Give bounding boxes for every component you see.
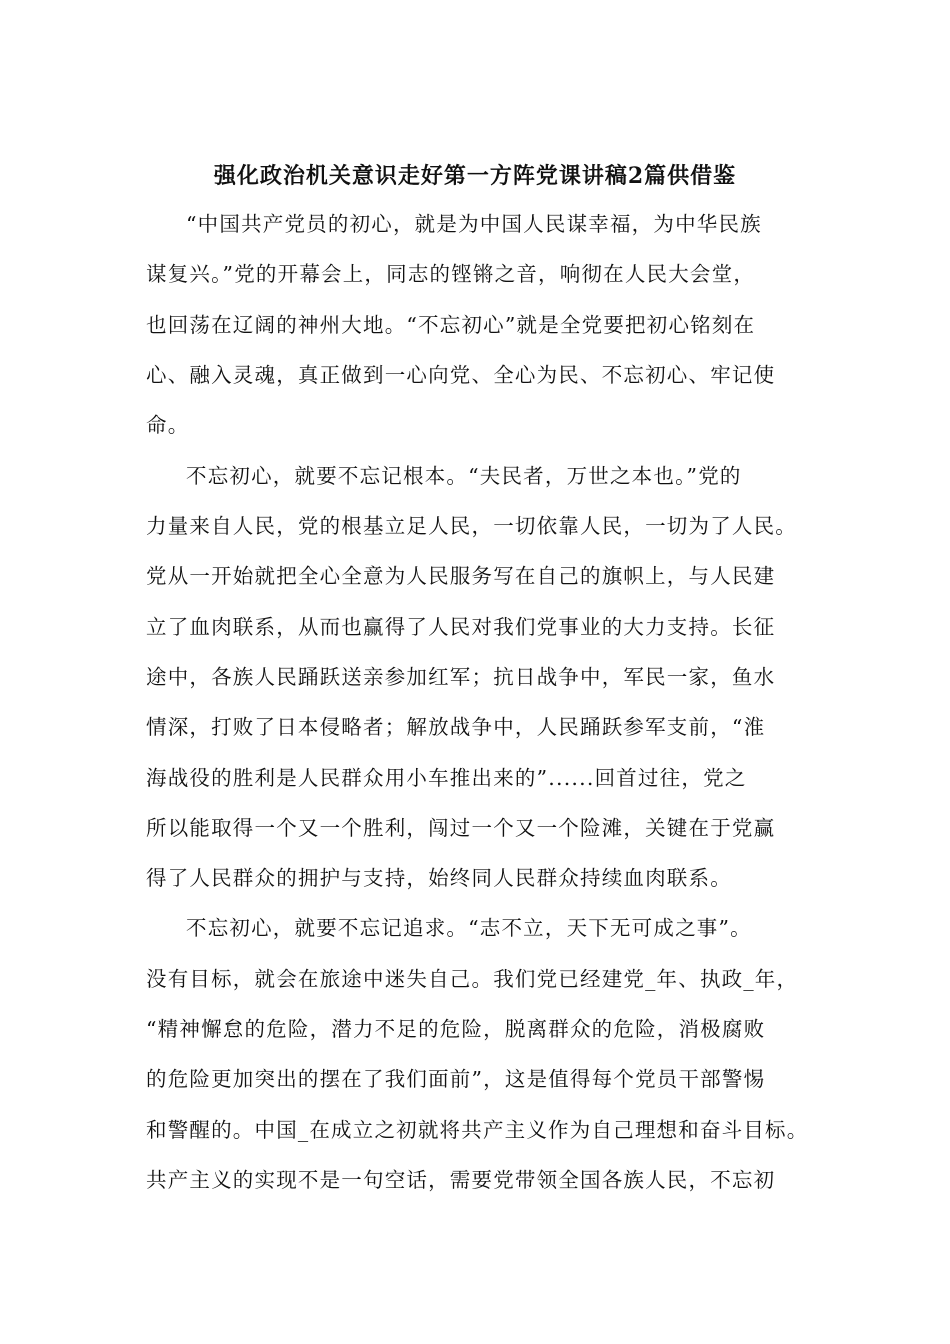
paragraph-1-line-5: 命。 bbox=[146, 413, 190, 437]
paragraph-2-line-8: 所以能取得一个又一个胜利，闯过一个又一个险滩，关键在于党赢 bbox=[146, 816, 776, 840]
paragraph-3-line-3: “精神懈怠的危险，潜力不足的危险，脱离群众的危险，消极腐败 bbox=[146, 1017, 766, 1041]
paragraph-2-line-4: 立了血肉联系，从而也赢得了人民对我们党事业的大力支持。长征 bbox=[146, 615, 776, 639]
document-title: 强化政治机关意识走好第一方阵党课讲稿2篇供借鉴 bbox=[213, 163, 737, 189]
paragraph-3-line-2: 没有目标，就会在旅途中迷失自己。我们党已经建党_年、执政_年， bbox=[146, 967, 799, 991]
paragraph-3-line-1: 不忘初心，就要不忘记追求。“志不立，天下无可成之事”。 bbox=[186, 916, 752, 940]
paragraph-2-line-2: 力量来自人民，党的根基立足人民，一切依靠人民，一切为了人民。 bbox=[146, 514, 797, 538]
paragraph-3-line-6: 共产主义的实现不是一句空话，需要党带领全国各族人民，不忘初 bbox=[146, 1168, 776, 1192]
paragraph-1-line-2: 谋复兴。”党的开幕会上，同志的铿锵之音，响彻在人民大会堂， bbox=[146, 262, 756, 286]
paragraph-2-line-3: 党从一开始就把全心全意为人民服务写在自己的旗帜上，与人民建 bbox=[146, 564, 776, 588]
paragraph-1-line-3: 也回荡在辽阔的神州大地。“不忘初心”就是全党要把初心铭刻在 bbox=[146, 313, 756, 337]
paragraph-2-line-5: 途中，各族人民踊跃送亲参加红军；抗日战争中，军民一家，鱼水 bbox=[146, 665, 776, 689]
paragraph-2-line-1: 不忘初心，就要不忘记根本。“夫民者，万世之本也。”党的 bbox=[186, 464, 742, 488]
paragraph-2-line-7: 海战役的胜利是人民群众用小车推出来的”......回首过往，党之 bbox=[146, 766, 747, 790]
paragraph-2-line-9: 得了人民群众的拥护与支持，始终同人民群众持续血肉联系。 bbox=[146, 866, 732, 890]
paragraph-1-line-1: “中国共产党员的初心，就是为中国人民谋幸福，为中华民族 bbox=[186, 212, 762, 236]
paragraph-3-line-5: 和警醒的。中国_在成立之初就将共产主义作为自己理想和奋斗目标。 bbox=[146, 1118, 809, 1142]
paragraph-3-line-4: 的危险更加突出的摆在了我们面前”，这是值得每个党员干部警惕 bbox=[146, 1067, 766, 1091]
paragraph-2-line-6: 情深，打败了日本侵略者；解放战争中，人民踊跃参军支前，“淮 bbox=[146, 715, 766, 739]
paragraph-1-line-4: 心、融入灵魂，真正做到一心向党、全心为民、不忘初心、牢记使 bbox=[146, 363, 776, 387]
